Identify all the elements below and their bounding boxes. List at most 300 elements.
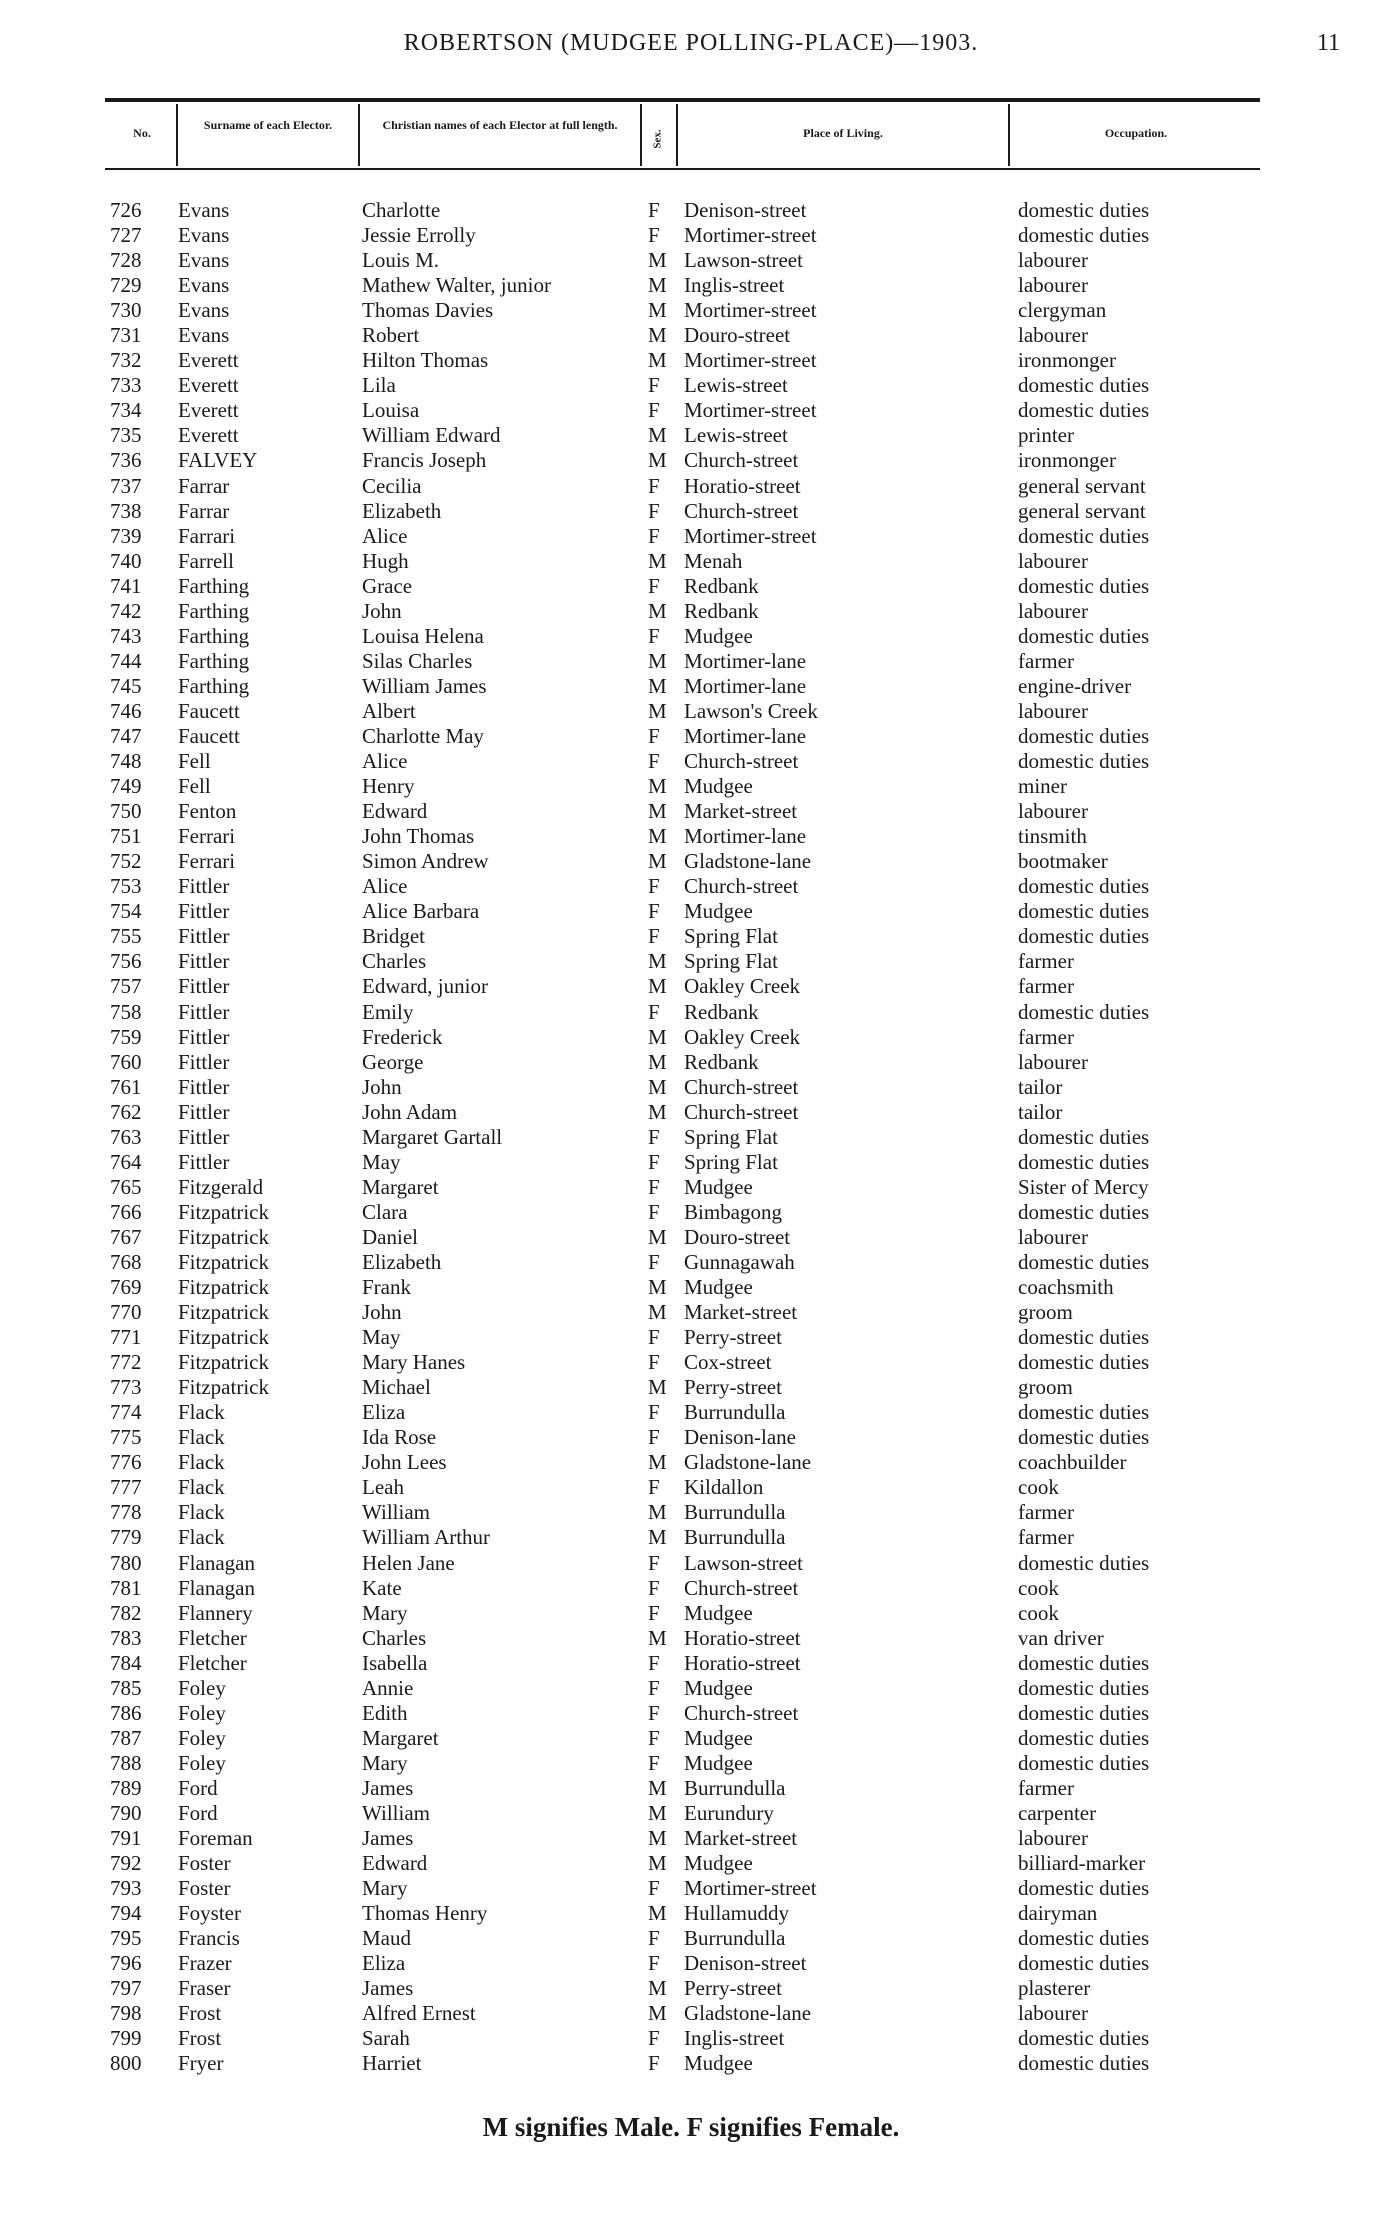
elector-place-of-living: Oakley Creek <box>684 974 801 999</box>
elector-place-of-living: Douro-street <box>684 323 791 348</box>
elector-place-of-living: Inglis-street <box>684 273 785 298</box>
elector-christian-names: Albert <box>362 698 416 723</box>
elector-place-of-living: Mortimer-street <box>684 223 817 248</box>
elector-surname: Foreman <box>178 1826 253 1851</box>
elector-sex: M <box>648 1275 667 1300</box>
table-row <box>0 323 1382 348</box>
elector-christian-names: Elizabeth <box>362 1249 442 1274</box>
elector-number: 787 <box>110 1725 142 1750</box>
elector-occupation: ironmonger <box>1018 348 1116 373</box>
elector-surname: Fittler <box>178 999 230 1024</box>
elector-sex: M <box>648 1775 667 1800</box>
elector-sex: M <box>648 1450 667 1475</box>
elector-surname: Foley <box>178 1700 226 1725</box>
elector-number: 754 <box>110 899 142 924</box>
table-row <box>0 1325 1382 1350</box>
elector-occupation: farmer <box>1018 1525 1074 1550</box>
table-row <box>0 1676 1382 1701</box>
elector-christian-names: Alice <box>362 523 408 548</box>
elector-occupation: domestic duties <box>1018 198 1150 222</box>
elector-surname: Fittler <box>178 899 230 924</box>
elector-sex: F <box>648 1400 660 1425</box>
elector-christian-names: Alice Barbara <box>362 899 480 924</box>
elector-occupation: farmer <box>1018 1500 1074 1525</box>
elector-christian-names: James <box>362 1976 414 2001</box>
table-row <box>0 1951 1382 1976</box>
elector-sex: F <box>648 1475 660 1500</box>
elector-christian-names: Mary <box>362 1750 408 1775</box>
electoral-roll-table <box>0 198 1382 2077</box>
elector-place-of-living: Denison-street <box>684 1951 807 1976</box>
table-row <box>0 248 1382 273</box>
elector-surname: Flannery <box>178 1600 253 1625</box>
elector-number: 782 <box>110 1600 142 1625</box>
elector-place-of-living: Mudgee <box>684 899 753 924</box>
table-row <box>0 724 1382 749</box>
elector-surname: Foster <box>178 1876 231 1901</box>
elector-christian-names: Robert <box>362 323 420 348</box>
elector-occupation: coachsmith <box>1018 1275 1114 1300</box>
table-row <box>0 2051 1382 2076</box>
elector-christian-names: Margaret <box>362 1725 439 1750</box>
elector-christian-names: Thomas Henry <box>362 1901 488 1926</box>
elector-surname: Fittler <box>178 949 230 974</box>
elector-number: 742 <box>110 598 142 623</box>
table-row <box>0 1576 1382 1601</box>
elector-occupation: groom <box>1018 1300 1073 1325</box>
elector-place-of-living: Mudgee <box>684 1174 753 1199</box>
table-row <box>0 423 1382 448</box>
elector-place-of-living: Mudgee <box>684 623 753 648</box>
elector-place-of-living: Redbank <box>684 999 759 1024</box>
elector-number: 739 <box>110 523 142 548</box>
elector-sex: M <box>648 1099 667 1124</box>
elector-christian-names: Mary <box>362 1876 408 1901</box>
elector-christian-names: Cecilia <box>362 473 422 498</box>
elector-occupation: domestic duties <box>1018 1550 1150 1575</box>
table-row <box>0 899 1382 924</box>
elector-surname: Frost <box>178 2026 222 2051</box>
elector-surname: Fitzpatrick <box>178 1350 269 1375</box>
elector-christian-names: Charlotte May <box>362 723 484 748</box>
elector-christian-names: Annie <box>362 1675 414 1700</box>
elector-christian-names: Louisa <box>362 398 420 423</box>
elector-sex: M <box>648 949 667 974</box>
table-row <box>0 649 1382 674</box>
elector-occupation: domestic duties <box>1018 373 1150 398</box>
elector-number: 731 <box>110 323 142 348</box>
elector-occupation: domestic duties <box>1018 1199 1150 1224</box>
elector-christian-names: Margaret <box>362 1174 439 1199</box>
table-row <box>0 1200 1382 1225</box>
table-row <box>0 1500 1382 1525</box>
elector-number: 766 <box>110 1199 142 1224</box>
elector-surname: Fitzpatrick <box>178 1199 269 1224</box>
elector-sex: F <box>648 1149 660 1174</box>
elector-surname: Frost <box>178 2001 222 2026</box>
elector-surname: Foyster <box>178 1901 241 1926</box>
elector-number: 781 <box>110 1575 142 1600</box>
column-header-occupation: Occupation. <box>1104 126 1168 140</box>
elector-number: 785 <box>110 1675 142 1700</box>
table-row <box>0 1250 1382 1275</box>
elector-occupation: tailor <box>1018 1074 1063 1099</box>
elector-number: 727 <box>110 223 142 248</box>
elector-place-of-living: Horatio-street <box>684 473 801 498</box>
elector-place-of-living: Market-street <box>684 1826 798 1851</box>
table-row <box>0 1876 1382 1901</box>
elector-place-of-living: Denison-street <box>684 198 807 222</box>
elector-christian-names: Mary Hanes <box>362 1350 466 1375</box>
elector-christian-names: Leah <box>362 1475 404 1500</box>
elector-christian-names: Alice <box>362 749 408 774</box>
elector-place-of-living: Lawson's Creek <box>684 698 818 723</box>
table-row <box>0 1125 1382 1150</box>
elector-place-of-living: Mudgee <box>684 1675 753 1700</box>
sex-header-label: Sex. <box>652 129 664 149</box>
table-row <box>0 223 1382 248</box>
elector-surname: Farrari <box>178 523 236 548</box>
elector-occupation: labourer <box>1018 1049 1088 1074</box>
elector-occupation: cook <box>1018 1575 1059 1600</box>
elector-surname: Ford <box>178 1801 218 1825</box>
elector-surname: Farrar <box>178 473 230 498</box>
table-row <box>0 1475 1382 1500</box>
elector-surname: Evans <box>178 223 230 248</box>
elector-occupation: domestic duties <box>1018 1675 1150 1700</box>
table-row <box>0 1976 1382 2001</box>
elector-occupation: labourer <box>1018 598 1088 623</box>
elector-occupation: domestic duties <box>1018 723 1150 748</box>
elector-sex: M <box>648 448 667 473</box>
elector-surname: Farthing <box>178 648 250 673</box>
elector-christian-names: Elizabeth <box>362 498 442 523</box>
elector-number: 748 <box>110 749 142 774</box>
elector-surname: Foster <box>178 1851 231 1876</box>
table-row <box>0 2026 1382 2051</box>
elector-number: 784 <box>110 1650 142 1675</box>
elector-christian-names: Clara <box>362 1199 408 1224</box>
elector-sex: M <box>648 1024 667 1049</box>
elector-number: 743 <box>110 623 142 648</box>
elector-number: 740 <box>110 548 142 573</box>
elector-occupation: tinsmith <box>1018 824 1087 849</box>
elector-number: 736 <box>110 448 142 473</box>
elector-number: 764 <box>110 1149 142 1174</box>
elector-sex: F <box>648 498 660 523</box>
elector-place-of-living: Perry-street <box>684 1375 782 1400</box>
elector-place-of-living: Church-street <box>684 448 799 473</box>
elector-surname: Evans <box>178 298 230 323</box>
elector-surname: Fitzgerald <box>178 1174 264 1199</box>
elector-surname: Fittler <box>178 974 230 999</box>
elector-christian-names: Charles <box>362 949 427 974</box>
elector-number: 729 <box>110 273 142 298</box>
elector-surname: Everett <box>178 373 239 398</box>
elector-christian-names: Mathew Walter, junior <box>362 273 551 298</box>
elector-occupation: labourer <box>1018 2001 1088 2026</box>
elector-number: 757 <box>110 974 142 999</box>
elector-sex: M <box>648 849 667 874</box>
elector-occupation: domestic duties <box>1018 523 1150 548</box>
elector-number: 734 <box>110 398 142 423</box>
elector-surname: Farthing <box>178 573 250 598</box>
elector-sex: M <box>648 799 667 824</box>
elector-number: 726 <box>110 198 142 222</box>
table-row <box>0 1726 1382 1751</box>
elector-place-of-living: Cox-street <box>684 1350 772 1375</box>
elector-christian-names: Simon Andrew <box>362 849 489 874</box>
elector-christian-names: James <box>362 1775 414 1800</box>
table-row <box>0 198 1382 223</box>
elector-surname: Fraser <box>178 1976 231 2001</box>
elector-occupation: general servant <box>1018 498 1146 523</box>
elector-christian-names: John Lees <box>362 1450 447 1475</box>
table-row <box>0 1350 1382 1375</box>
elector-occupation: engine-driver <box>1018 673 1132 698</box>
elector-christian-names: Eliza <box>362 1951 406 1976</box>
elector-surname: Fitzpatrick <box>178 1325 269 1350</box>
elector-occupation: bootmaker <box>1018 849 1108 874</box>
elector-occupation: miner <box>1018 774 1067 799</box>
elector-surname: Evans <box>178 198 230 222</box>
elector-sex: M <box>648 323 667 348</box>
column-divider <box>676 104 678 166</box>
elector-place-of-living: Mudgee <box>684 1851 753 1876</box>
elector-place-of-living: Gladstone-lane <box>684 849 812 874</box>
elector-sex: M <box>648 2001 667 2026</box>
elector-surname: Flack <box>178 1425 225 1450</box>
elector-christian-names: Bridget <box>362 924 425 949</box>
table-row <box>0 1525 1382 1550</box>
elector-place-of-living: Mortimer-lane <box>684 824 807 849</box>
elector-number: 778 <box>110 1500 142 1525</box>
elector-christian-names: Frank <box>362 1275 411 1300</box>
elector-christian-names: Jessie Errolly <box>362 223 476 248</box>
elector-surname: Fittler <box>178 874 230 899</box>
column-header-no: No. <box>133 126 151 140</box>
elector-sex: M <box>648 1625 667 1650</box>
elector-place-of-living: Lewis-street <box>684 373 788 398</box>
table-row <box>0 774 1382 799</box>
elector-place-of-living: Spring Flat <box>684 949 778 974</box>
elector-number: 794 <box>110 1901 142 1926</box>
table-row <box>0 474 1382 499</box>
elector-surname: Fitzpatrick <box>178 1224 269 1249</box>
elector-christian-names: Michael <box>362 1375 431 1400</box>
elector-number: 779 <box>110 1525 142 1550</box>
elector-sex: M <box>648 273 667 298</box>
elector-occupation: domestic duties <box>1018 1650 1150 1675</box>
elector-surname: Faucett <box>178 723 240 748</box>
table-row <box>0 849 1382 874</box>
elector-surname: Fittler <box>178 1049 230 1074</box>
elector-surname: Fell <box>178 774 211 799</box>
elector-occupation: domestic duties <box>1018 899 1150 924</box>
elector-place-of-living: Church-street <box>684 1099 799 1124</box>
elector-surname: Flack <box>178 1400 225 1425</box>
column-header-sex <box>640 114 676 164</box>
elector-surname: FALVEY <box>178 448 258 473</box>
elector-sex: F <box>648 749 660 774</box>
elector-sex: F <box>648 373 660 398</box>
elector-surname: Fittler <box>178 1099 230 1124</box>
elector-christian-names: Edith <box>362 1700 408 1725</box>
elector-number: 799 <box>110 2026 142 2051</box>
column-header-surname: Surname of each Elector. <box>203 118 333 132</box>
elector-sex: M <box>648 1826 667 1851</box>
elector-christian-names: Mary <box>362 1600 408 1625</box>
elector-surname: Fitzpatrick <box>178 1249 269 1274</box>
table-row <box>0 874 1382 899</box>
elector-christian-names: Francis Joseph <box>362 448 487 473</box>
elector-number: 750 <box>110 799 142 824</box>
table-row <box>0 1100 1382 1125</box>
elector-number: 752 <box>110 849 142 874</box>
elector-number: 777 <box>110 1475 142 1500</box>
elector-number: 774 <box>110 1400 142 1425</box>
elector-christian-names: William Edward <box>362 423 501 448</box>
elector-sex: M <box>648 1500 667 1525</box>
elector-number: 780 <box>110 1550 142 1575</box>
elector-sex: F <box>648 1199 660 1224</box>
elector-place-of-living: Mudgee <box>684 774 753 799</box>
elector-number: 755 <box>110 924 142 949</box>
elector-occupation: domestic duties <box>1018 223 1150 248</box>
elector-sex: F <box>648 1325 660 1350</box>
elector-sex: F <box>648 723 660 748</box>
table-row <box>0 1300 1382 1325</box>
elector-place-of-living: Burrundulla <box>684 1500 786 1525</box>
elector-surname: Fittler <box>178 924 230 949</box>
table-row <box>0 924 1382 949</box>
elector-occupation: Sister of Mercy <box>1018 1174 1149 1199</box>
elector-place-of-living: Denison-lane <box>684 1425 796 1450</box>
elector-sex: F <box>648 1876 660 1901</box>
elector-occupation: domestic duties <box>1018 1325 1150 1350</box>
elector-place-of-living: Church-street <box>684 1575 799 1600</box>
elector-number: 744 <box>110 648 142 673</box>
table-row <box>0 624 1382 649</box>
table-row <box>0 1701 1382 1726</box>
elector-sex: M <box>648 248 667 273</box>
elector-place-of-living: Mortimer-street <box>684 1876 817 1901</box>
table-row <box>0 373 1382 398</box>
elector-surname: Farrar <box>178 498 230 523</box>
elector-surname: Flack <box>178 1525 225 1550</box>
elector-christian-names: Emily <box>362 999 414 1024</box>
table-row <box>0 1175 1382 1200</box>
elector-sex: F <box>648 1675 660 1700</box>
elector-sex: M <box>648 1375 667 1400</box>
table-row <box>0 1425 1382 1450</box>
elector-number: 770 <box>110 1300 142 1325</box>
elector-sex: M <box>648 298 667 323</box>
table-row <box>0 949 1382 974</box>
elector-number: 735 <box>110 423 142 448</box>
elector-occupation: domestic duties <box>1018 2051 1150 2076</box>
elector-place-of-living: Menah <box>684 548 743 573</box>
elector-occupation: domestic duties <box>1018 1350 1150 1375</box>
elector-number: 762 <box>110 1099 142 1124</box>
elector-number: 788 <box>110 1750 142 1775</box>
elector-place-of-living: Perry-street <box>684 1976 782 2001</box>
table-row <box>0 1776 1382 1801</box>
elector-number: 793 <box>110 1876 142 1901</box>
elector-surname: Fitzpatrick <box>178 1275 269 1300</box>
elector-surname: Francis <box>178 1926 240 1951</box>
elector-place-of-living: Mortimer-lane <box>684 673 807 698</box>
elector-occupation: domestic duties <box>1018 1249 1150 1274</box>
table-row <box>0 2001 1382 2026</box>
table-row <box>0 1000 1382 1025</box>
elector-occupation: clergyman <box>1018 298 1107 323</box>
table-row <box>0 1025 1382 1050</box>
elector-place-of-living: Spring Flat <box>684 1124 778 1149</box>
elector-christian-names: John Thomas <box>362 824 475 849</box>
elector-sex: F <box>648 223 660 248</box>
column-divider <box>1008 104 1010 166</box>
table-row <box>0 1901 1382 1926</box>
elector-occupation: domestic duties <box>1018 1926 1150 1951</box>
elector-sex: F <box>648 899 660 924</box>
elector-surname: Farrell <box>178 548 234 573</box>
elector-surname: Fitzpatrick <box>178 1375 269 1400</box>
elector-place-of-living: Redbank <box>684 1049 759 1074</box>
table-row <box>0 799 1382 824</box>
elector-number: 765 <box>110 1174 142 1199</box>
elector-sex: M <box>648 1049 667 1074</box>
header-top-rule <box>105 98 1260 102</box>
elector-number: 789 <box>110 1775 142 1800</box>
elector-occupation: farmer <box>1018 974 1074 999</box>
elector-sex: M <box>648 423 667 448</box>
elector-christian-names: Grace <box>362 573 413 598</box>
elector-christian-names: William James <box>362 673 487 698</box>
elector-number: 737 <box>110 473 142 498</box>
elector-occupation: farmer <box>1018 1775 1074 1800</box>
elector-christian-names: Louisa Helena <box>362 623 484 648</box>
elector-occupation: plasterer <box>1018 1976 1091 2001</box>
elector-christian-names: Charles <box>362 1625 427 1650</box>
elector-occupation: cook <box>1018 1600 1059 1625</box>
elector-number: 768 <box>110 1249 142 1274</box>
elector-surname: Flack <box>178 1500 225 1525</box>
elector-place-of-living: Gladstone-lane <box>684 1450 812 1475</box>
elector-christian-names: William Arthur <box>362 1525 491 1550</box>
elector-christian-names: Alice <box>362 874 408 899</box>
elector-occupation: dairyman <box>1018 1901 1098 1926</box>
elector-sex: F <box>648 1725 660 1750</box>
elector-surname: Farthing <box>178 598 250 623</box>
elector-number: 786 <box>110 1700 142 1725</box>
table-row <box>0 699 1382 724</box>
elector-sex: M <box>648 1300 667 1325</box>
elector-place-of-living: Mortimer-lane <box>684 723 807 748</box>
elector-number: 756 <box>110 949 142 974</box>
elector-place-of-living: Church-street <box>684 1074 799 1099</box>
elector-occupation: labourer <box>1018 1826 1088 1851</box>
elector-christian-names: Kate <box>362 1575 402 1600</box>
elector-surname: Frazer <box>178 1951 232 1976</box>
elector-sex: M <box>648 598 667 623</box>
elector-sex: F <box>648 523 660 548</box>
elector-surname: Evans <box>178 273 230 298</box>
elector-occupation: domestic duties <box>1018 924 1150 949</box>
elector-place-of-living: Spring Flat <box>684 1149 778 1174</box>
elector-christian-names: Lila <box>362 373 396 398</box>
elector-sex: M <box>648 774 667 799</box>
